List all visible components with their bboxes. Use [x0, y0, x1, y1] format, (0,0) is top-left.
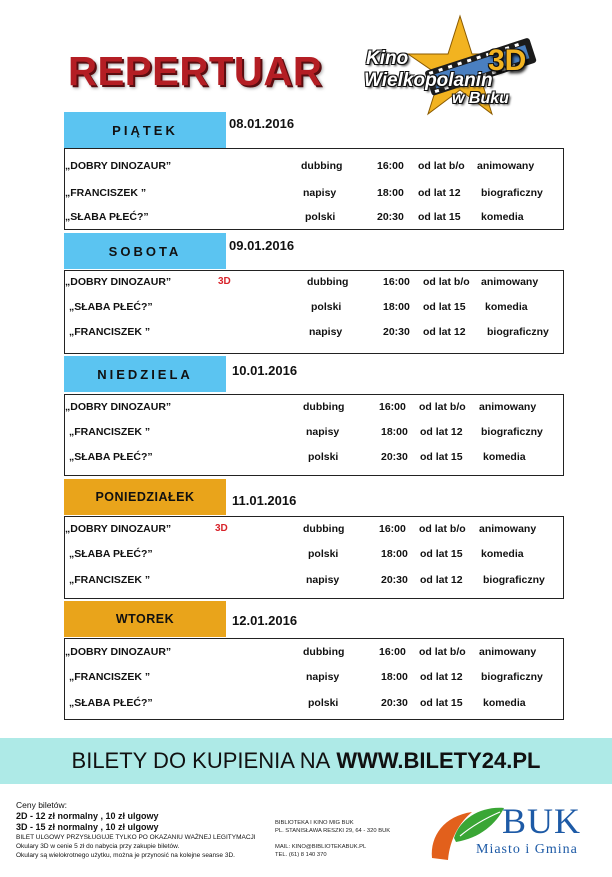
film-age: od lat b/o: [419, 401, 466, 413]
price-3d: 3D - 15 zł normalny , 10 zł ulgowy: [16, 822, 159, 832]
film-age: od lat 15: [420, 697, 463, 709]
film-version: dubbing: [307, 276, 349, 288]
schedule-box: [64, 516, 564, 599]
film-version: dubbing: [303, 523, 345, 535]
address-line: BIBLIOTEKA I KINO MIG BUK: [275, 820, 354, 826]
film-row: [65, 523, 563, 539]
film-title: „DOBRY DINOZAUR”: [65, 523, 172, 535]
film-version: napisy: [306, 671, 340, 683]
film-genre: komedia: [481, 548, 524, 560]
film-title: „FRANCISZEK ”: [69, 426, 151, 438]
film-row: [65, 160, 563, 176]
day-header-sobota: SOBOTA: [64, 233, 226, 269]
banner-text: BILETY DO KUPIENIA NA: [71, 748, 331, 773]
film-title: „SŁABA PŁEĆ?”: [65, 211, 149, 223]
film-version: polski: [308, 548, 339, 560]
film-genre: biograficzny: [487, 326, 549, 338]
film-age: od lat 12: [420, 574, 463, 586]
film-time: 20:30: [381, 697, 408, 709]
film-genre: biograficzny: [481, 671, 543, 683]
buk-name: BUK: [502, 801, 582, 841]
film-title: „DOBRY DINOZAUR”: [65, 160, 172, 172]
logo-line-w-buku: w Buku: [452, 90, 509, 107]
film-version: dubbing: [303, 646, 345, 658]
contact-info: [275, 819, 390, 859]
film-row: [65, 326, 563, 342]
price-2d: 2D - 12 zł normalny , 10 zł ulgowy: [16, 811, 159, 821]
film-title: „SŁABA PŁEĆ?”: [69, 548, 153, 560]
day-date: 09.01.2016: [229, 238, 295, 253]
film-time: 18:00: [381, 548, 408, 560]
film-genre: komedia: [485, 301, 528, 313]
film-genre: biograficzny: [481, 426, 543, 438]
price-note: Okulary 3D w cenie 5 zł do nabycia przy zakupie biletów.: [16, 843, 180, 850]
logo-3d-badge: 3D: [488, 44, 527, 77]
film-age: od lat b/o: [418, 160, 465, 172]
film-time: 20:30: [383, 326, 410, 338]
schedule-box: [64, 148, 564, 230]
logo-line-wielkopolanin: Wielkopolanin: [364, 70, 493, 91]
film-row: [65, 646, 563, 662]
day-header-piatek: PIĄTEK: [64, 112, 226, 148]
film-age: od lat b/o: [423, 276, 470, 288]
film-genre: animowany: [479, 523, 537, 535]
buk-logo: [426, 798, 602, 864]
film-title: „SŁABA PŁEĆ?”: [69, 697, 153, 709]
film-age: od lat b/o: [419, 646, 466, 658]
film-genre: komedia: [483, 451, 526, 463]
film-row: [65, 211, 563, 227]
price-note: BILET ULGOWY PRZYSŁUGUJE TYLKO PO OKAZANIU WAŻNEJ LEGITYMACJI: [16, 834, 256, 841]
film-genre: biograficzny: [481, 187, 543, 199]
day-date: 10.01.2016: [232, 363, 298, 378]
film-title: „DOBRY DINOZAUR”: [65, 401, 172, 413]
schedule-box: [64, 394, 564, 476]
film-time: 18:00: [381, 426, 408, 438]
logo-line-kino: Kino: [366, 48, 409, 69]
film-version: dubbing: [301, 160, 343, 172]
price-info: [16, 800, 256, 860]
film-time: 18:00: [381, 671, 408, 683]
film-age: od lat 15: [420, 548, 463, 560]
day-date: 08.01.2016: [229, 116, 295, 131]
film-genre: animowany: [479, 401, 537, 413]
film-row: [65, 548, 563, 564]
film-title: „SŁABA PŁEĆ?”: [69, 301, 153, 313]
film-version: napisy: [306, 574, 340, 586]
film-title: „FRANCISZEK ”: [65, 187, 147, 199]
film-title: „DOBRY DINOZAUR”: [65, 276, 172, 288]
prices-heading: Ceny biletów:: [16, 800, 68, 810]
film-version: polski: [311, 301, 342, 313]
film-age: od lat 12: [420, 671, 463, 683]
film-time: 20:30: [381, 451, 408, 463]
film-version: napisy: [306, 426, 340, 438]
schedule-box: [64, 638, 564, 720]
film-age: od lat 12: [418, 187, 461, 199]
film-age: od lat b/o: [419, 523, 466, 535]
film-age: od lat 15: [420, 451, 463, 463]
film-row: [65, 574, 563, 590]
film-genre: animowany: [477, 160, 535, 172]
film-row: [65, 401, 563, 417]
film-version: polski: [308, 451, 339, 463]
day-header-poniedzialek: PONIEDZIAŁEK: [64, 479, 226, 515]
film-age: od lat 12: [423, 326, 466, 338]
tickets-link[interactable]: WWW.BILETY24.PL: [336, 748, 541, 773]
film-genre: komedia: [481, 211, 524, 223]
address-line: PL. STANISŁAWA RESZKI 29, 64 - 320 BUK: [275, 828, 391, 834]
3d-label: 3D: [218, 276, 231, 287]
film-row: [65, 301, 563, 317]
film-time: 18:00: [377, 187, 404, 199]
film-time: 16:00: [377, 160, 404, 172]
film-time: 16:00: [379, 401, 406, 413]
phone-number: TEL. (61) 8 140 370: [275, 852, 327, 858]
film-version: polski: [305, 211, 336, 223]
film-genre: animowany: [479, 646, 537, 658]
film-title: „FRANCISZEK ”: [69, 671, 151, 683]
film-age: od lat 15: [418, 211, 461, 223]
film-title: „DOBRY DINOZAUR”: [65, 646, 172, 658]
day-header-wtorek: WTOREK: [64, 601, 226, 637]
film-time: 16:00: [383, 276, 410, 288]
day-header-niedziela: NIEDZIELA: [64, 356, 226, 392]
day-date: 12.01.2016: [232, 613, 298, 628]
film-genre: komedia: [483, 697, 526, 709]
film-row: [65, 671, 563, 687]
kino-logo: [360, 14, 572, 116]
day-date: 11.01.2016: [232, 493, 297, 508]
film-time: 16:00: [379, 523, 406, 535]
3d-label: 3D: [215, 523, 228, 534]
film-version: napisy: [309, 326, 343, 338]
film-row: [65, 451, 563, 467]
film-row: [65, 187, 563, 203]
film-row: [65, 426, 563, 442]
film-genre: animowany: [481, 276, 539, 288]
price-note: Okulary są wielokrotnego użytku, można je przynosić na kolejne seanse 3D.: [16, 852, 235, 859]
film-row: [65, 697, 563, 713]
film-age: od lat 12: [420, 426, 463, 438]
tickets-banner: [0, 738, 612, 784]
film-title: „SŁABA PŁEĆ?”: [69, 451, 153, 463]
film-version: dubbing: [303, 401, 345, 413]
film-time: 18:00: [383, 301, 410, 313]
film-version: napisy: [303, 187, 337, 199]
film-genre: biograficzny: [483, 574, 545, 586]
film-title: „FRANCISZEK ”: [69, 326, 151, 338]
film-time: 20:30: [381, 574, 408, 586]
film-time: 16:00: [379, 646, 406, 658]
page-title: REPERTUAR: [68, 48, 323, 94]
film-time: 20:30: [377, 211, 404, 223]
film-version: polski: [308, 697, 339, 709]
film-row: [65, 276, 563, 292]
buk-subtitle: Miasto i Gmina: [476, 842, 578, 857]
film-age: od lat 15: [423, 301, 466, 313]
email-link[interactable]: MAIL: KINO@BIBLIOTEKABUK.PL: [275, 844, 367, 850]
schedule-box: [64, 270, 564, 354]
film-title: „FRANCISZEK ”: [69, 574, 151, 586]
